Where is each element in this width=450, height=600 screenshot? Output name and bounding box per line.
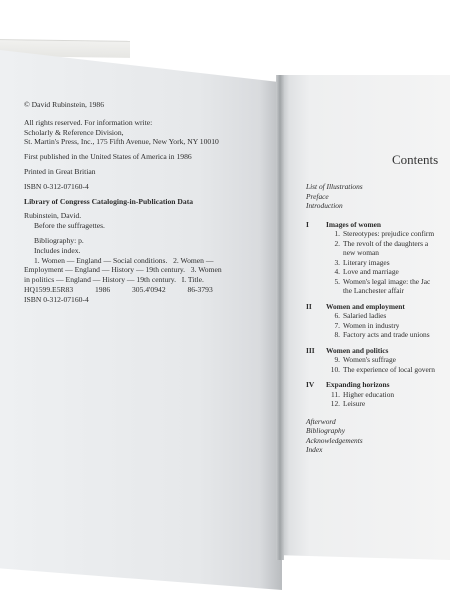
publisher-division: Scholarly & Reference Division, — [24, 127, 124, 137]
contents-chapter-row — [306, 229, 450, 239]
rights-line: All rights reserved. For information write: — [24, 117, 153, 127]
chapter-number: 2. — [334, 238, 340, 248]
dewey-number: 305.4'0942 — [131, 284, 166, 294]
publisher-address: St. Martin's Press, Inc., 175 Fifth Avenue, New York, NY 10010 — [24, 137, 219, 147]
contents-chapter-row — [306, 248, 450, 258]
cip-bibliography: Bibliography: p. — [34, 235, 84, 245]
isbn-bottom: ISBN 0-312-07160-4 — [24, 294, 89, 304]
chapter-number: 4. — [334, 267, 340, 276]
contents-back-item: Acknowledgements — [306, 435, 363, 445]
chapter-title: The revolt of the daughters a — [343, 238, 429, 248]
chapter-number: 12. — [330, 399, 340, 408]
contents-front-item: Introduction — [306, 201, 343, 210]
contents-back-item: Index — [306, 445, 323, 454]
chapter-title: Women in industry — [343, 320, 400, 330]
contents-list — [306, 182, 450, 455]
chapter-number: 1. — [334, 229, 340, 238]
book-gutter — [276, 75, 284, 560]
cip-title: Before the suffragettes. — [34, 221, 105, 231]
part-number: I — [306, 219, 309, 229]
cip-subjects-line-3: in politics — England — History — 19th century. I. Title. — [24, 275, 204, 285]
chapter-title: Leisure — [343, 399, 366, 408]
contents-chapter-row — [306, 330, 450, 340]
part-title: Expanding horizons — [326, 380, 390, 389]
part-number: II — [306, 301, 312, 311]
first-published-line: First published in the United States of America in 1986 — [24, 152, 192, 162]
copyright-page-text — [24, 100, 274, 305]
isbn-top: ISBN 0-312-07160-4 — [24, 181, 89, 191]
cip-classification-line — [24, 285, 274, 295]
chapter-number — [326, 286, 340, 296]
part-title: Women and politics — [326, 345, 389, 355]
chapter-title: Higher education — [343, 389, 395, 399]
contents-chapter-row — [306, 286, 450, 296]
part-number: IV — [306, 380, 315, 389]
contents-chapter-row — [306, 267, 450, 277]
lccn: 86-3793 — [187, 284, 213, 294]
cip-subjects-line-1: 1. Women — England — Social conditions. 2. Women — — [34, 255, 214, 265]
contents-front-item: Preface — [306, 191, 329, 201]
contents-chapter-row — [306, 311, 450, 321]
contents-part-heading — [306, 346, 450, 356]
contents-chapter-row — [306, 355, 450, 365]
contents-back-item: Bibliography — [306, 426, 346, 435]
part-title: Women and employment — [326, 301, 405, 311]
contents-chapter-row — [306, 258, 450, 268]
chapter-title: the Lanchester affair — [343, 286, 405, 295]
chapter-number: 8. — [334, 330, 340, 339]
contents-back-item: Afterword — [306, 416, 336, 426]
chapter-number: 9. — [334, 355, 340, 364]
cip-year: 1986 — [94, 284, 111, 294]
contents-part-heading — [306, 302, 450, 312]
chapter-title: Women's legal image: the Jac — [343, 276, 431, 286]
contents-part-heading — [306, 220, 450, 230]
chapter-number: 5. — [334, 276, 340, 286]
cip-index-note: Includes index. — [34, 245, 81, 255]
contents-title: Contents — [392, 152, 439, 167]
cip-author: Rubinstein, David. — [24, 211, 82, 221]
chapter-title: Literary images — [343, 257, 390, 267]
chapter-title: new woman — [343, 248, 379, 257]
contents-chapter-row — [306, 277, 450, 287]
chapter-number: 10. — [330, 364, 340, 374]
chapter-number: 6. — [334, 311, 340, 320]
call-number: HQ1599.E5R83 — [24, 284, 74, 294]
chapter-title: Factory acts and trade unions — [343, 330, 430, 339]
contents-chapter-row — [306, 321, 450, 331]
chapter-title: Women's suffrage — [343, 355, 396, 364]
copyright-notice: © David Rubinstein, 1986 — [24, 100, 105, 109]
chapter-number: 3. — [334, 257, 340, 267]
part-title: Images of women — [326, 219, 382, 229]
contents-back-matter — [306, 417, 450, 455]
contents-front-item: List of Illustrations — [306, 182, 363, 191]
cip-subjects-line-2: Employment — England — History — 19th century. 3. Women — [24, 265, 222, 275]
printed-line: Printed in Great Britian — [24, 166, 96, 176]
chapter-title: Stereotypes: prejudice confirm — [343, 229, 435, 238]
contents-chapter-row — [306, 390, 450, 400]
chapter-number: 11. — [331, 389, 340, 399]
contents-chapter-row — [306, 399, 450, 409]
contents-chapter-row — [306, 365, 450, 375]
chapter-title: Salaried ladies — [343, 311, 387, 320]
chapter-number: 7. — [334, 320, 340, 330]
chapter-title: Love and marriage — [343, 267, 399, 276]
cip-heading: Library of Congress Cataloging-in-Publication Data — [24, 196, 194, 206]
contents-chapter-row — [306, 239, 450, 249]
part-number: III — [306, 345, 315, 355]
chapter-title: The experience of local govern — [343, 364, 435, 374]
chapter-number — [326, 248, 340, 258]
contents-part-heading — [306, 380, 450, 390]
